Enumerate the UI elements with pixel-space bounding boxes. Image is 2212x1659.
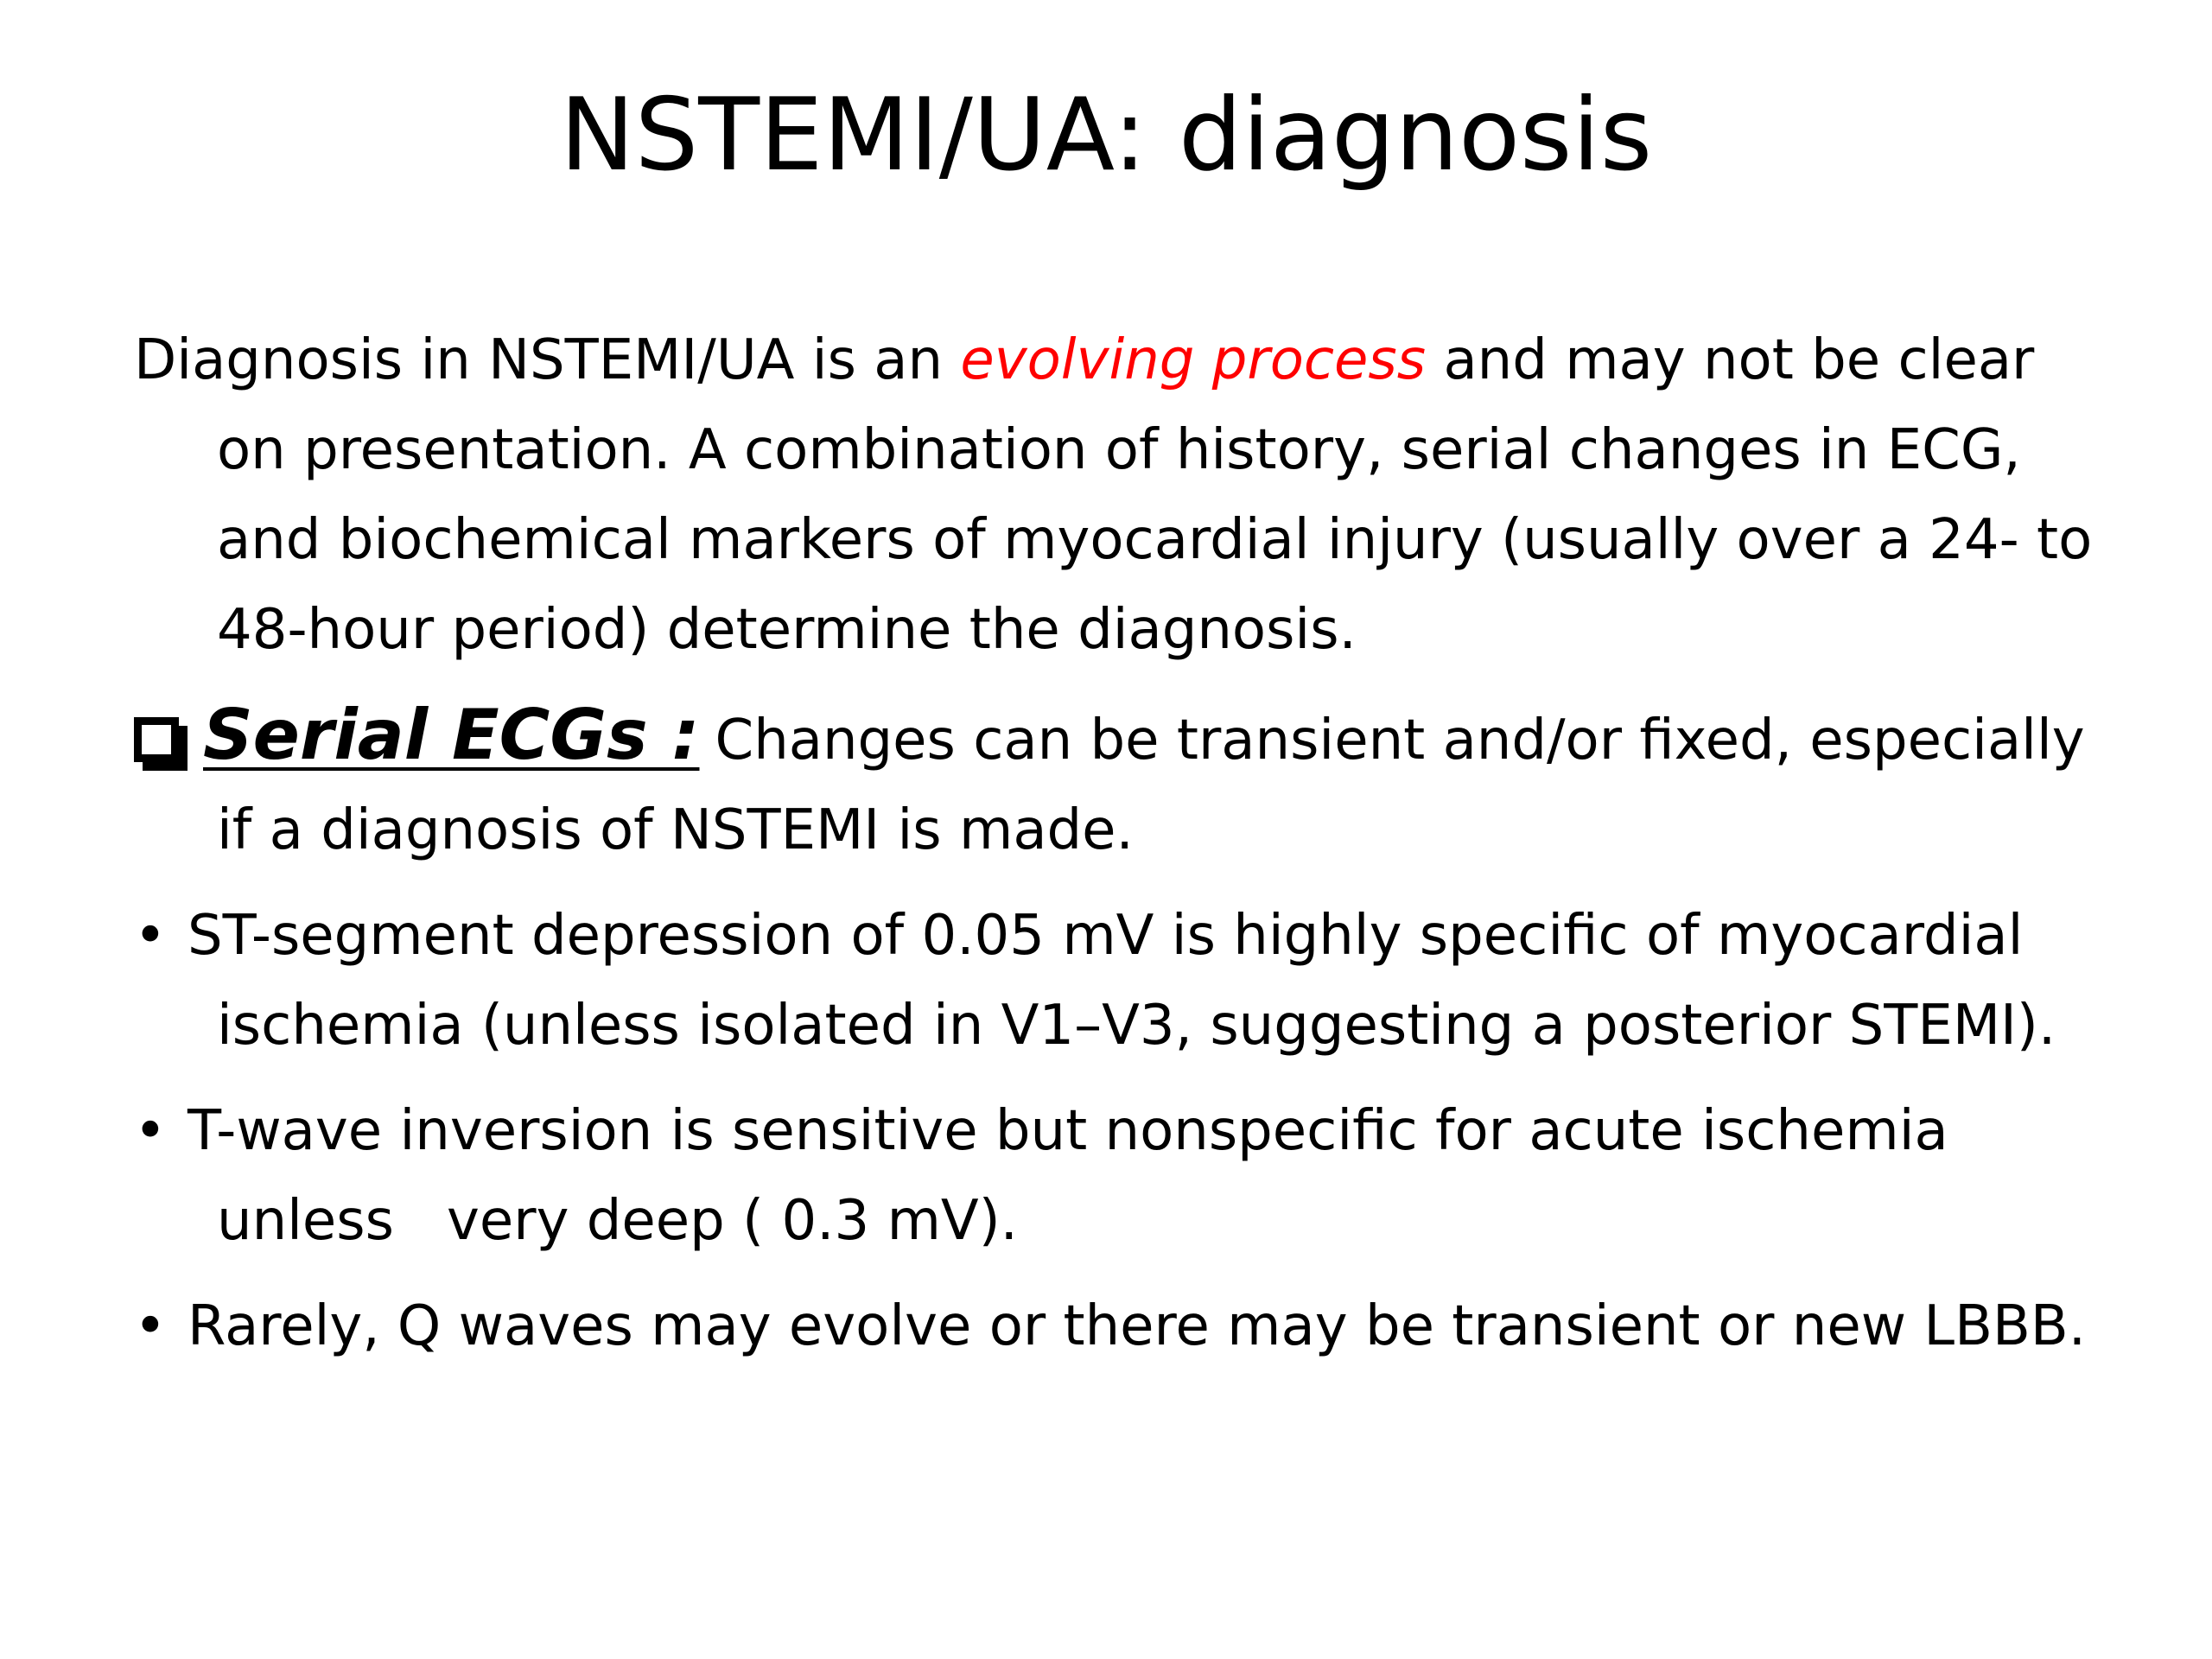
serial-ecgs-text: Changes can be transient and/or fixed, especially if a diagnosis of NSTEMI is made.	[217, 709, 2085, 862]
bullet-icon: •	[134, 1099, 167, 1163]
bullet-text: T-wave inversion is sensitive but nonspecific for acute ischemia unless very deep ( 0.3 mV).	[188, 1099, 1967, 1253]
bullet-icon: •	[134, 1294, 167, 1358]
checkbox-icon	[134, 717, 179, 762]
intro-text-before: Diagnosis in NSTEMI/UA is an	[134, 328, 961, 392]
intro-text-after: and may not be clear on presentation. A combination of history, serial changes in ECG, and biochemical markers of myocardial injury (usually over a 24- to 48-hour period) determine the diagnosis.	[217, 328, 2093, 662]
intro-paragraph	[134, 315, 2113, 675]
serial-ecgs-heading: Serial ECGs :	[203, 695, 700, 775]
bullet-text: Rarely, Q waves may evolve or there may be transient or new LBBB.	[188, 1294, 2087, 1358]
slide-body	[134, 315, 2113, 1387]
bullet-icon: •	[134, 904, 167, 968]
slide-title: NSTEMI/UA: diagnosis	[559, 77, 1653, 194]
bullet-text: ST-segment depression of 0.05 mV is highly specific of myocardial ischemia (unless isolated in V1–V3, suggesting a posterior STEMI).	[188, 904, 2056, 1058]
intro-emphasis: evolving process	[960, 328, 1427, 392]
bullet-item	[134, 1086, 2113, 1266]
serial-ecgs-section	[134, 690, 2113, 875]
bullet-item	[134, 1281, 2113, 1371]
bullet-item	[134, 891, 2113, 1071]
